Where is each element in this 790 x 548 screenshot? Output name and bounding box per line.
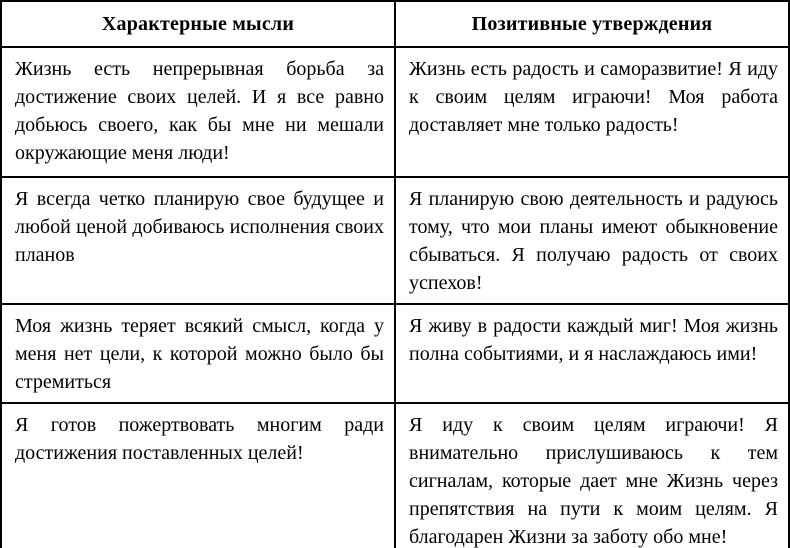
cell-affirmation-1: Жизнь есть радость и саморазвитие! Я иду к своим целям играючи! Моя работа доставляет мне только радость!	[395, 47, 789, 177]
cell-affirmation-4: Я иду к своим целям играючи! Я внимательно прислушиваюсь к тем сигналам, которые дает мне Жизнь через препятствия на пути к моим целям. Я благодарен Жизни за заботу обо мне!	[395, 403, 789, 548]
cell-affirmation-3: Я живу в радости каждый миг! Моя жизнь полна событиями, и я наслаждаюсь ими!	[395, 304, 789, 403]
cell-affirmation-2: Я планирую свою деятельность и радуюсь тому, что мои планы имеют обыкновение сбываться. Я получаю радость от своих успехов!	[395, 177, 789, 304]
cell-thought-2: Я всегда четко планирую свое будущее и любой ценой добиваюсь исполнения своих планов	[1, 177, 395, 304]
column-header-characteristic-thoughts: Характерные мысли	[1, 1, 395, 47]
cell-thought-3: Моя жизнь теряет всякий смысл, когда у меня нет цели, к которой можно было бы стремиться	[1, 304, 395, 403]
table-row	[1, 304, 789, 403]
cell-thought-4: Я готов пожертвовать многим ради достижения поставленных целей!	[1, 403, 395, 548]
column-header-positive-affirmations: Позитивные утверждения	[395, 1, 789, 47]
table-row	[1, 403, 789, 548]
table-row	[1, 47, 789, 177]
table-row	[1, 177, 789, 304]
table-header-row	[1, 1, 789, 47]
cell-thought-1: Жизнь есть непрерывная борьба за достижение своих целей. И я все равно добьюсь своего, как бы мне ни мешали окружающие меня люди!	[1, 47, 395, 177]
